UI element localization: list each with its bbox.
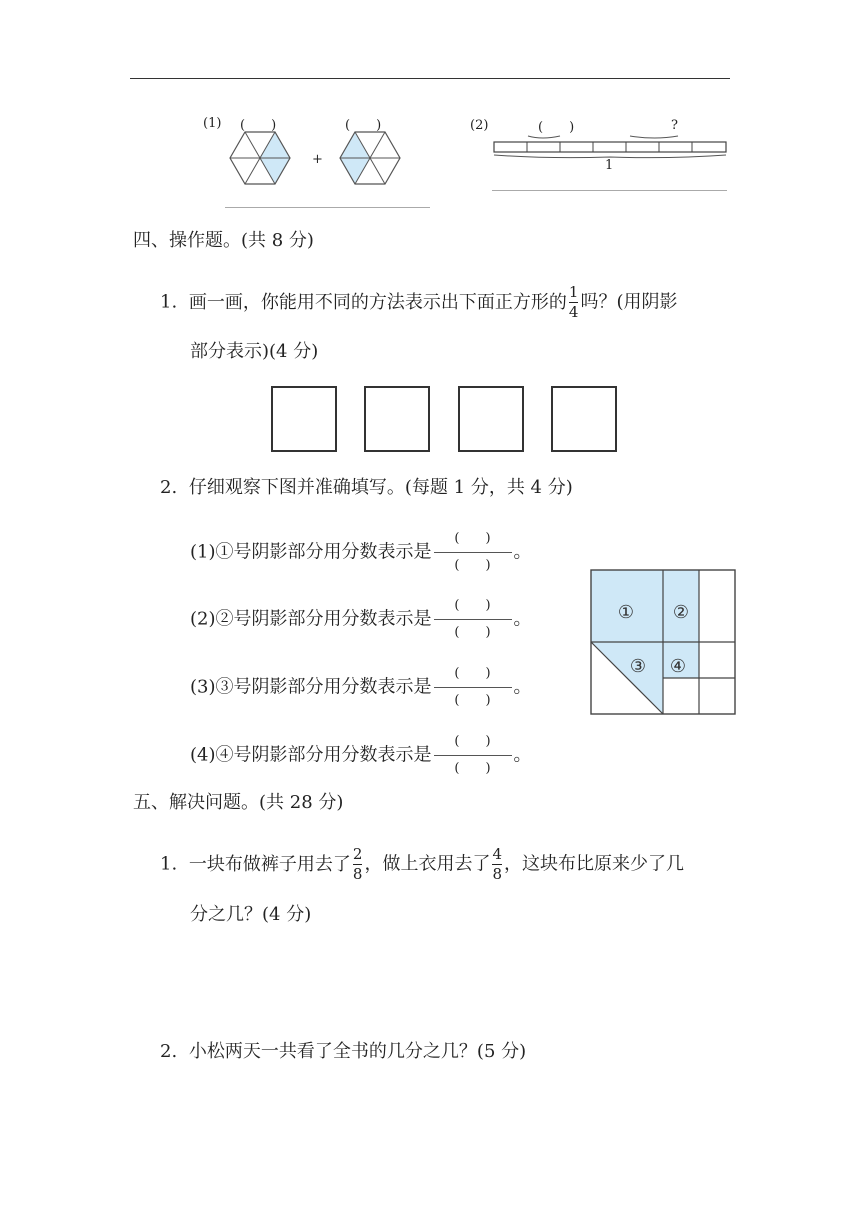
answer-fraction-3[interactable] bbox=[434, 666, 512, 709]
label-3: ③ bbox=[629, 656, 647, 677]
fig2-label: (2) bbox=[470, 118, 489, 133]
s4-q2-item-2 bbox=[190, 598, 532, 641]
fig2-one: 1 bbox=[605, 158, 614, 173]
label-1: ① bbox=[617, 602, 635, 623]
item-4-end: 。 bbox=[513, 744, 532, 766]
label-2: ② bbox=[672, 602, 690, 623]
drawing-square-2[interactable] bbox=[364, 386, 430, 452]
plus-sign: + bbox=[312, 152, 323, 167]
item-1-text: (1)①号阴影部分用分数表示是 bbox=[190, 541, 432, 563]
fig1-label: (1) bbox=[203, 116, 222, 131]
s5-q1-text-a: 一块布做裤子用去了 bbox=[188, 853, 351, 875]
frac-denominator: 4 bbox=[568, 303, 579, 321]
item-2-text: (2)②号阴影部分用分数表示是 bbox=[190, 608, 432, 630]
drawing-square-1[interactable] bbox=[271, 386, 337, 452]
top-rule bbox=[130, 78, 730, 79]
blank-top[interactable]: ( ) bbox=[454, 531, 491, 546]
s4-q2-item-3 bbox=[190, 666, 532, 709]
item-3-end: 。 bbox=[513, 676, 532, 698]
blank-bar bbox=[434, 687, 512, 688]
blank-bar bbox=[434, 619, 512, 620]
s5-q1-text-b: ，做上衣用去了 bbox=[364, 853, 491, 875]
frac-denominator: 8 bbox=[352, 865, 363, 883]
item-4-text: (4)④号阴影部分用分数表示是 bbox=[190, 744, 432, 766]
item-3-text: (3)③号阴影部分用分数表示是 bbox=[190, 676, 432, 698]
s5-q2-text: 小松两天一共看了全书的几分之几？(5 分) bbox=[188, 1041, 527, 1062]
fraction-one-quarter bbox=[569, 284, 579, 321]
blank-bar bbox=[434, 755, 512, 756]
fig1-blank-b: ( ) bbox=[345, 118, 382, 133]
item-2-end: 。 bbox=[513, 608, 532, 630]
section5-heading: 五、解决问题。(共 28 分) bbox=[133, 792, 344, 813]
s5-q1-number: 1. bbox=[160, 853, 178, 875]
blank-top[interactable]: ( ) bbox=[454, 598, 491, 613]
blank-top[interactable]: ( ) bbox=[454, 666, 491, 681]
blank-bottom[interactable]: ( ) bbox=[454, 625, 491, 640]
answer-fraction-1[interactable] bbox=[434, 531, 512, 574]
s5-q1-text-c: ，这块布比原来少了几 bbox=[504, 853, 685, 875]
s4-q2-line bbox=[160, 476, 573, 500]
frac-numerator: 1 bbox=[568, 283, 579, 301]
s4-q2-text: 仔细观察下图并准确填写。(每题 1 分，共 4 分) bbox=[188, 477, 573, 498]
s5-q2-line bbox=[160, 1040, 526, 1064]
section4-heading: 四、操作题。(共 8 分) bbox=[133, 230, 314, 251]
s4-q2-item-4 bbox=[190, 734, 532, 777]
answer-line-1 bbox=[225, 207, 430, 208]
s4-q1-text-before: 画一画，你能用不同的方法表示出下面正方形的 bbox=[188, 291, 567, 313]
answer-fraction-4[interactable] bbox=[434, 734, 512, 777]
item-1-end: 。 bbox=[513, 541, 532, 563]
label-4: ④ bbox=[669, 656, 687, 677]
s4-q1-number: 1. bbox=[160, 291, 178, 313]
fraction-two-eighths bbox=[353, 846, 363, 883]
blank-bottom[interactable]: ( ) bbox=[454, 693, 491, 708]
blank-bottom[interactable]: ( ) bbox=[454, 558, 491, 573]
s4-q1-line1 bbox=[160, 284, 678, 321]
frac-numerator: 4 bbox=[492, 845, 503, 863]
answer-line-2 bbox=[492, 190, 727, 191]
blank-bottom[interactable]: ( ) bbox=[454, 761, 491, 776]
s4-q2-number: 2. bbox=[160, 477, 178, 498]
s5-q1-line1 bbox=[160, 846, 684, 883]
frac-denominator: 8 bbox=[492, 865, 503, 883]
fig1-blank-a: ( ) bbox=[240, 118, 277, 133]
hexagon-left bbox=[230, 132, 290, 184]
answer-fraction-2[interactable] bbox=[434, 598, 512, 641]
s4-q1-line2: 部分表示)(4 分) bbox=[190, 341, 319, 362]
s4-q1-text-after: 吗？(用阴影 bbox=[580, 291, 678, 313]
shaded-square-figure bbox=[590, 569, 738, 717]
hexagon-right bbox=[340, 132, 400, 184]
frac-numerator: 2 bbox=[352, 845, 363, 863]
blank-bar bbox=[434, 552, 512, 553]
fraction-four-eighths bbox=[492, 846, 502, 883]
s5-q1-line2: 分之几？(4 分) bbox=[190, 904, 312, 925]
drawing-square-3[interactable] bbox=[458, 386, 524, 452]
blank-top[interactable]: ( ) bbox=[454, 734, 491, 749]
fig2-blank: ( ) bbox=[538, 120, 575, 135]
drawing-square-4[interactable] bbox=[551, 386, 617, 452]
fig2-question: ? bbox=[671, 118, 678, 133]
s4-q2-item-1 bbox=[190, 531, 532, 574]
s5-q2-number: 2. bbox=[160, 1041, 178, 1062]
